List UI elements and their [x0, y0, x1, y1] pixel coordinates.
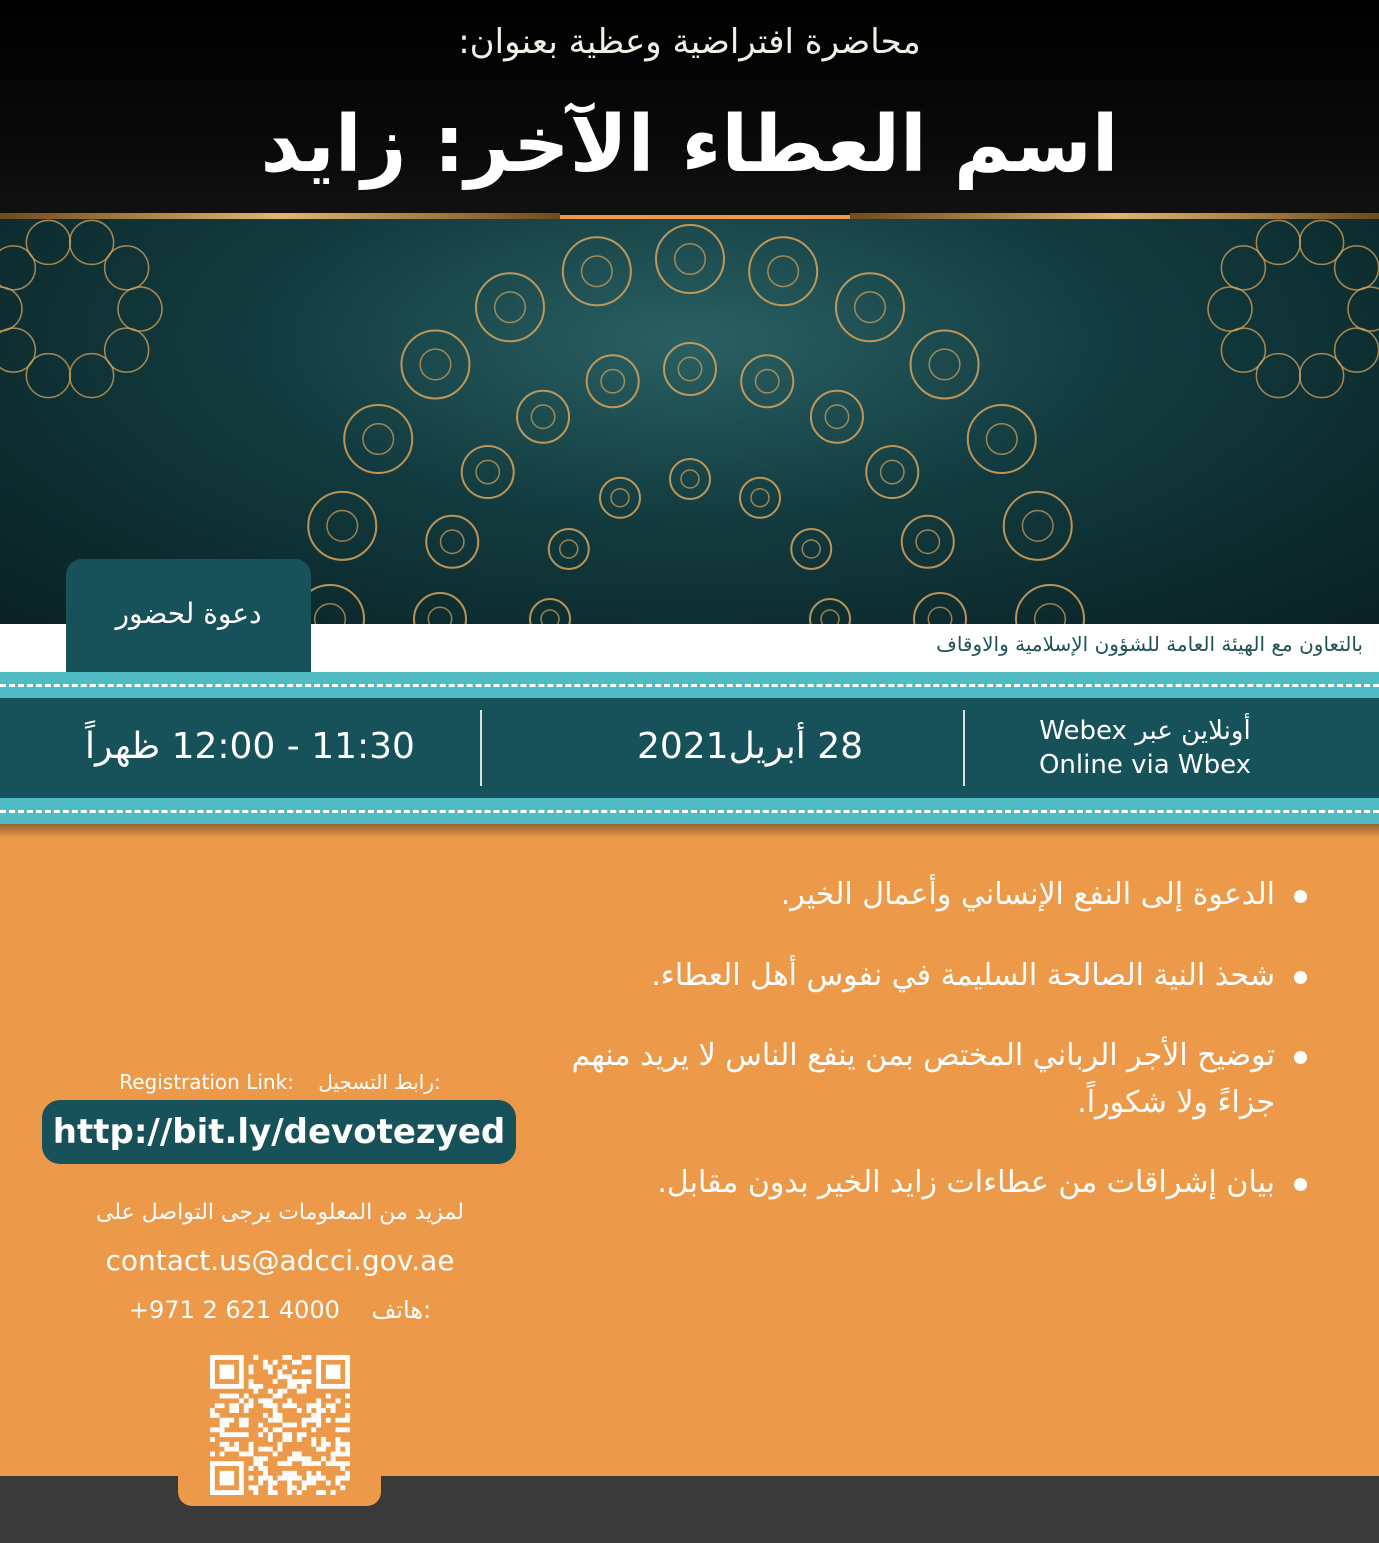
collaboration-text: بالتعاون مع الهيئة العامة للشؤون الإسلامية والاوقاف [936, 632, 1363, 656]
list-item: توضيح الأجر الرباني المختص بمن ينفع الناس لا يريد منهم جزاءً ولا شكوراً. [529, 1033, 1309, 1126]
band-shadow [0, 824, 1379, 838]
phone-number[interactable]: +971 2 621 4000 [128, 1296, 340, 1324]
list-item: الدعوة إلى النفع الإنساني وأعمال الخير. [529, 872, 1309, 919]
more-info-text: لمزيد من المعلومات يرجى التواصل على [96, 1200, 464, 1225]
qr-code-icon[interactable] [210, 1355, 350, 1495]
list-item: بيان إشراقات من عطاءات زايد الخير بدون مقابل. [529, 1160, 1309, 1207]
band-separator [480, 710, 482, 786]
header-banner [0, 0, 1379, 215]
lecture-title: اسم العطاء الآخر: زايد [260, 100, 1119, 190]
registration-label-ar: رابط التسجيل: [318, 1070, 441, 1094]
registration-link[interactable]: http://bit.ly/devotezyed [42, 1100, 516, 1164]
band-bottom-stitch [0, 810, 1379, 813]
contact-email[interactable]: contact.us@adcci.gov.ae [105, 1244, 455, 1277]
event-online-en: Online via Wbex [1038, 750, 1252, 780]
list-item: شحذ النية الصالحة السليمة في نفوس أهل العطاء. [529, 953, 1309, 1000]
phone-label: هاتف: [371, 1296, 432, 1324]
objectives-list [529, 872, 1309, 1241]
band-top-stitch [0, 684, 1379, 687]
band-separator [963, 710, 965, 786]
event-date: 28 أبريل2021 [636, 726, 864, 767]
lecture-subtitle: محاضرة افتراضية وعظية بعنوان: [458, 22, 921, 62]
event-online-ar: أونلاين عبر Webex [1039, 716, 1251, 746]
invite-tab [66, 559, 311, 672]
invite-label: دعوة لحضور [115, 597, 262, 630]
contact-phone [40, 1296, 520, 1324]
registration-label [60, 1070, 500, 1094]
event-time: 11:30 - 12:00 ظهراً [85, 726, 415, 767]
registration-label-en: Registration Link: [119, 1070, 294, 1094]
